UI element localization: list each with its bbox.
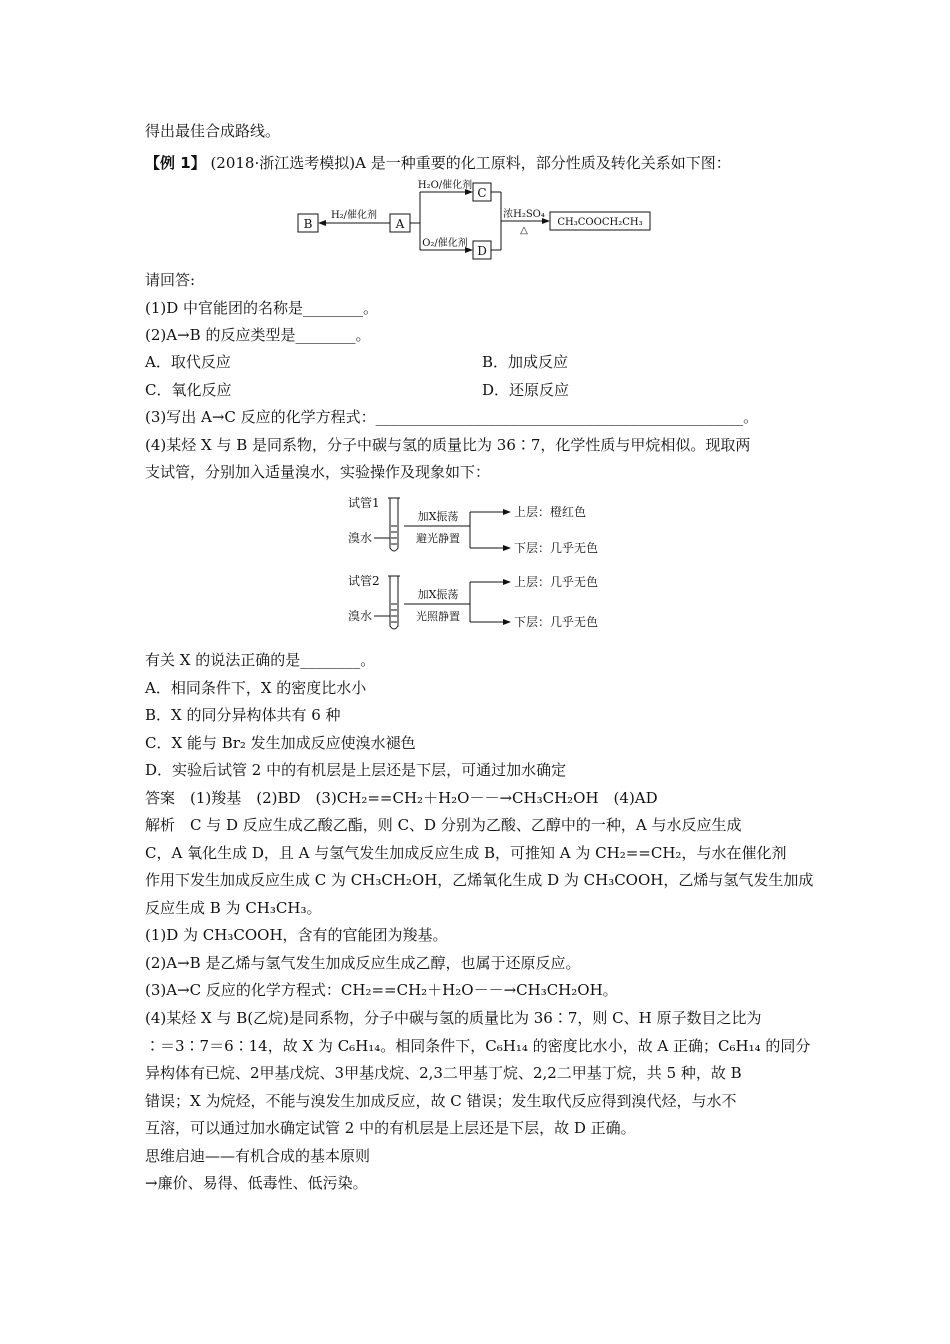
analysis-line-10: 异构体有已烷、2甲基戊烷、3甲基戊烷、2,3二甲基丁烷、2,2二甲基丁烷，共 5 种，故 B <box>145 1064 742 1082</box>
example-tag: 【例 1】 <box>145 154 206 172</box>
answer-line: 答案 (1)羧基 (2)BD (3)CH₂==CH₂＋H₂O－－→CH₃CH₂OH (4)AD <box>145 789 658 807</box>
tube-1-lower: 下层：几乎无色 <box>514 541 599 555</box>
analysis-line-4: 反应生成 B 为 CH₃CH₃。 <box>145 899 322 917</box>
label-a-to-d: O₂/催化剂 <box>422 238 468 249</box>
analysis-line-1: 解析 C 与 D 反应生成乙酸乙酯，则 C、D 分别为乙酸、乙醇中的一种，A 与水反应生成 <box>145 816 742 834</box>
label-a-to-c: H₂O/催化剂 <box>417 180 473 191</box>
label-ce-bottom: △ <box>520 225 528 236</box>
test-tube-experiment-diagram <box>340 490 630 640</box>
intro-text: 得出最佳合成路线。 <box>145 122 281 140</box>
tube-2-lower: 下层：几乎无色 <box>514 615 599 629</box>
node-a-label: A <box>395 217 405 231</box>
analysis-line-9: ∶＝3∶7＝6∶14，故 X 为 C₆H₁₄。相同条件下，C₆H₁₄ 的密度比水小，故 A 正确；C₆H₁₄ 的同分 <box>145 1037 811 1055</box>
node-d-label: D <box>477 244 487 258</box>
tube-1-group <box>348 496 598 555</box>
tube-1-liquid: 溴水 <box>348 531 373 545</box>
thinking-heading: 思维启迪——有机合成的基本原则 <box>145 1147 371 1165</box>
analysis-line-6: (2)A→B 是乙烯与氢气发生加成反应生成乙醇，也属于还原反应。 <box>145 954 581 972</box>
analysis-line-8: (4)某烃 X 与 B(乙烷)是同系物，分子中碳与氢的质量比为 36∶7，则 C、H 原子数目之比为 <box>145 1009 762 1027</box>
question-1: (1)D 中官能团的名称是________。 <box>145 299 379 317</box>
question-4-line-1: (4)某烃 X 与 B 是同系物，分子中碳与氢的质量比为 36∶7，化学性质与甲烷相似。现取两 <box>145 436 751 454</box>
tube-2-upper: 上层：几乎无色 <box>514 575 599 589</box>
tube-2-name: 试管2 <box>348 574 380 588</box>
synthesis-principle: →廉价、易得、低毒性、低污染。 <box>145 1174 368 1192</box>
q4-option-c: C．X 能与 Br₂ 发生加成反应使溴水褪色 <box>145 734 416 752</box>
tube-1-name: 试管1 <box>348 496 380 510</box>
analysis-line-12: 互溶，可以通过加水确定试管 2 中的有机层是上层还是下层，故 D 正确。 <box>145 1119 636 1137</box>
question-3: (3)写出 A→C 反应的化学方程式：_________________________________________________。 <box>145 408 759 426</box>
q4-option-a: A．相同条件下，X 的密度比水小 <box>145 679 367 697</box>
label-ce-top: 浓H₂SO₄ <box>503 209 545 220</box>
q2-option-a: A．取代反应 <box>145 353 231 371</box>
q2-option-d: D．还原反应 <box>482 381 570 399</box>
tube-2-op-bottom: 光照静置 <box>416 610 460 623</box>
node-ester-label: CH₃COOCH₂CH₃ <box>557 217 643 228</box>
reaction-scheme-diagram <box>290 178 665 260</box>
node-b-label: B <box>303 217 313 231</box>
example-heading <box>145 153 731 173</box>
node-c-label: C <box>477 186 487 200</box>
question-2: (2)A→B 的反应类型是________。 <box>145 326 371 344</box>
q4-option-d: D．实验后试管 2 中的有机层是上层还是下层，可通过加水确定 <box>145 761 567 779</box>
analysis-line-2: C，A 氧化生成 D，且 A 与氢气发生加成反应生成 B，可推知 A 为 CH₂==CH₂，与水在催化剂 <box>145 844 787 862</box>
tube-2-op-top: 加X振荡 <box>417 588 459 601</box>
tube-1-op-bottom: 避光静置 <box>416 532 460 545</box>
q4-option-b: B．X 的同分异构体共有 6 种 <box>145 706 341 724</box>
q2-option-c: C．氧化反应 <box>145 381 232 399</box>
q2-option-b: B．加成反应 <box>482 353 569 371</box>
tube-2-liquid: 溴水 <box>348 609 373 623</box>
tube-1-op-top: 加X振荡 <box>417 510 459 523</box>
q4-question: 有关 X 的说法正确的是________。 <box>145 651 376 669</box>
tube-1-upper: 上层：橙红色 <box>514 505 587 519</box>
analysis-line-11: 错误；X 为烷烃，不能与溴发生加成反应，故 C 错误；发生取代反应得到溴代烃，与水不 <box>145 1092 737 1110</box>
questions-intro: 请回答: <box>145 271 196 289</box>
analysis-line-7: (3)A→C 反应的化学方程式：CH₂==CH₂＋H₂O－－→CH₃CH₂OH。 <box>145 981 618 999</box>
analysis-line-3: 作用下发生加成反应生成 C 为 CH₃CH₂OH，乙烯氧化生成 D 为 CH₃COOH，乙烯与氢气发生加成 <box>145 871 814 889</box>
question-4-line-2: 支试管，分别加入适量溴水，实验操作及现象如下： <box>145 463 491 481</box>
label-a-to-b: H₂/催化剂 <box>330 210 378 221</box>
tube-2-group <box>348 574 598 629</box>
example-text: (2018·浙江选考模拟)A 是一种重要的化工原料，部分性质及转化关系如下图： <box>210 154 731 172</box>
analysis-line-5: (1)D 为 CH₃COOH，含有的官能团为羧基。 <box>145 926 448 944</box>
